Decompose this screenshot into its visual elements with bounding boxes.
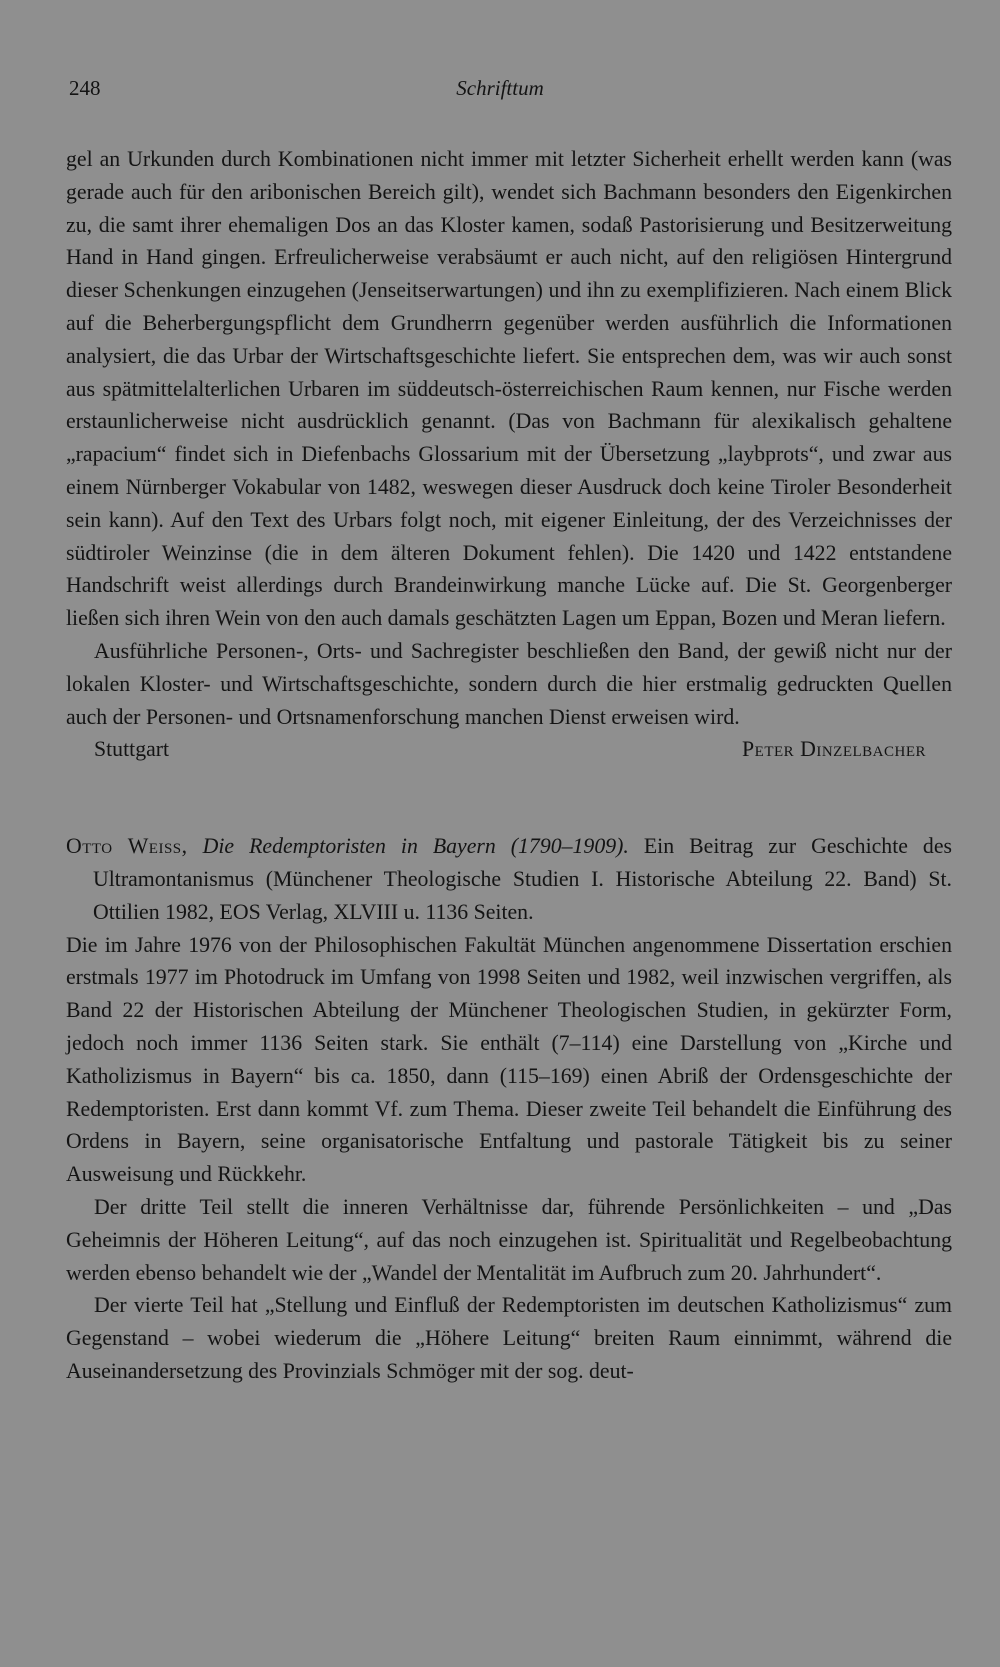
book-title: Die Redemptoristen in Bayern (1790–1909). [202,834,629,859]
review1-paragraph-1: gel an Urkunden durch Kombinationen nicht immer mit letzter Sicherheit erhellt werden kann (was gerade auch für den aribonischen Bereich gilt), wendet sich Bachmann besonders den Eigenkirchen zu, die samt ihrer ehemaligen Dos an das Kloster kamen, sodaß Pastorisierung und Besitzerweitung Hand in Hand gingen. Erfreulicherweise verabsäumt er auch nicht, auf den religiösen Hintergrund dieser Schenkungen einzugehen (Jenseitserwartungen) und ihn zu exemplifizieren. Nach einem Blick auf die Beherbergungspflicht dem Grundherrn gegenüber werden ausführlich die Informationen analysiert, die das Urbar der Wirtschaftsgeschichte liefert. Sie entsprechen dem, was wir auch sonst aus spätmittelalterlichen Urbaren im süddeutsch-österreichischen Raum kennen, nur Fische werden erstaunlicherweise nicht ausdrücklich genannt. (Das von Bachmann für alexikalisch gehaltene „rapacium“ findet sich in Diefenbachs Glossarium mit der Übersetzung „laybprots“, und zwar aus einem Nürnberger Vokabular von 1482, weswegen dieser Ausdruck doch keine Tiroler Besonderheit sein kann). Auf den Text des Urbars folgt noch, mit eigener Einleitung, der des Verzeichnisses der südtiroler Weinzinse (die in dem älteren Dokument fehlen). Die 1420 und 1422 entstandene Handschrift weist allerdings durch Brandeinwirkung manche Lücke auf. Die St. Georgenberger ließen sich ihren Wein von den auch damals geschätzten Lagen um Eppan, Bozen und Meran liefern. [66,147,952,631]
body-text [66,143,952,1388]
review-place: Stuttgart [94,737,170,762]
running-head [66,76,934,106]
page-number: 248 [69,76,101,100]
review1-signature [66,733,952,766]
review2-paragraph-3: Der vierte Teil hat „Stellung und Einfluß der Redemptoristen im deutschen Katholizismus“ zum Gegenstand – wobei wiederum die „Höhere Leitung“ breiten Raum einnimmt, während die Auseinandersetzung des Provinzials Schmöger mit der sog. deut- [66,1293,952,1383]
book-author: Otto Weiss, [66,834,188,859]
review2-paragraph-2: Der dritte Teil stellt die inneren Verhältnisse dar, führende Persönlichkeiten – und „Das Geheimnis der Höheren Leitung“, auf das noch einzugehen ist. Spiritualität und Regelbeobachtung werden ebenso behandelt wie der „Wandel der Mentalität im Aufbruch zum 20. Jahrhundert“. [66,1194,952,1285]
running-title: Schrifttum [456,76,544,100]
review2-paragraph-1: Die im Jahre 1976 von der Philosophischen Fakultät München angenommene Dissertation erschien erstmals 1977 im Photodruck im Umfang von 1998 Seiten und 1982, weil inzwischen vergriffen, als Band 22 der Historischen Abteilung der Münchener Theologischen Studien, in gekürzter Form, jedoch noch immer 1136 Seiten stark. Sie enthält (7–114) eine Darstellung von „Kirche und Katholizismus in Bayern“ bis ca. 1850, dann (115–169) einen Abriß der Ordensgeschichte der Redemptoristen. Erst dann kommt Vf. zum Thema. Dieser zweite Teil behandelt die Einführung des Ordens in Bayern, seine organisatorische Entfaltung und pastorale Tätigkeit bis zu seiner Ausweisung und Rückkehr. [66,932,952,1187]
section-spacer [66,766,952,830]
book-citation [66,830,952,928]
review1-paragraph-2: Ausführliche Personen-, Orts- und Sachregister beschließen den Band, der gewiß nicht nur der lokalen Kloster- und Wirtschaftsgeschichte, sondern durch die hier erstmalig gedruckten Quellen auch der Personen- und Ortsnamenforschung manchen Dienst erweisen wird. [66,638,952,729]
book-details: Ein Beitrag zur Geschichte des Ultramontanismus (Münchener Theologische Studien I. Historische Abteilung 22. Band) St. Ottilien 1982, EOS Verlag, XLVIII u. 1136 Seiten. [93,834,952,924]
reviewer-name: Peter Dinzelbacher [742,737,926,762]
